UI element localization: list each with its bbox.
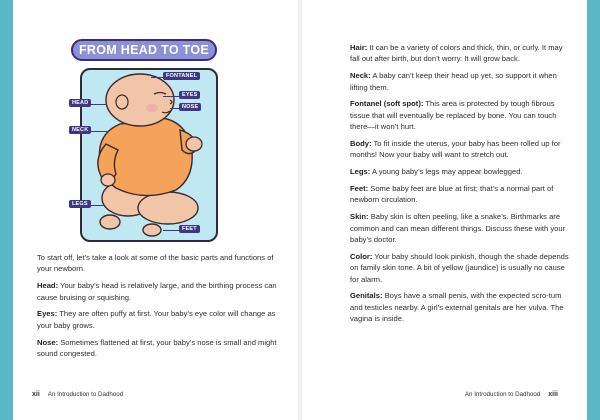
entry-eyes: Eyes: They are often puffy at first. Your baby’s eye color will change as your baby grows. xyxy=(37,309,276,330)
neck-leader xyxy=(89,131,109,132)
entry-legs: Legs: A young baby’s legs may appear bowlegged. xyxy=(350,167,523,177)
baby-cheek xyxy=(146,104,158,112)
baby-ear xyxy=(116,95,128,109)
entry-feet: Feet: Some baby feet are blue at first; that’s a normal part of newborn circulation. xyxy=(350,184,554,205)
label-feet: FEET xyxy=(179,225,200,233)
entry-color: Color: Your baby should look pinkish, though the shade depends on family skin tone. A bit of yellow (jaundice) is usually no cause for alarm. xyxy=(350,251,569,284)
baby-foot-left xyxy=(100,215,120,229)
nose-leader xyxy=(170,108,179,109)
entry-hair: Hair: It can be a variety of colors and thick, thin, or curly. It may fall out after birth, but don’t worry. It will grow back. xyxy=(350,43,563,64)
head-leader xyxy=(89,104,107,105)
label-fontanel: FONTANEL xyxy=(163,72,200,80)
label-nose: NOSE xyxy=(179,103,201,111)
entry-genitals: Genitals: Boys have a small penis, with the expected scro-tum and testicles nearby. A girl’s external genitals are her vulva. The vagina is inside. xyxy=(350,291,564,324)
intro-paragraph: To start off, let’s take a look at some of the basic parts and functions of your newborn. xyxy=(37,253,274,274)
entry-nose: Nose: Sometimes flattened at first, your baby’s nose is small and might sound congested. xyxy=(37,337,277,359)
running-head-right: An Introduction to Dadhood xyxy=(464,391,541,398)
left-body-text xyxy=(37,252,277,365)
running-head-left: An Introduction to Dadhood xyxy=(47,391,124,398)
page-edge-left xyxy=(0,0,13,420)
label-eyes: EYES xyxy=(179,91,200,99)
right-page xyxy=(302,0,587,420)
page-edge-right xyxy=(587,0,600,420)
eyes-leader xyxy=(163,96,179,97)
label-legs: LEGS xyxy=(69,200,91,208)
entry-head: Head: Your baby’s head is relatively large, and the birthing process can cause bruising or squishing. xyxy=(37,281,277,302)
page-number-left: xii xyxy=(32,391,40,398)
baby-leg-right xyxy=(138,192,198,224)
page-number-right: xiii xyxy=(548,391,558,398)
baby-foot-right xyxy=(143,224,161,236)
entry-body: Body: To fit inside the uterus, your baby has been rolled up for months! Now your baby will want to stretch out. xyxy=(350,139,561,160)
figure-title: FROM HEAD TO TOE xyxy=(71,39,217,61)
entry-fontanel: Fontanel (soft spot): This area is protected by tough fibrous tissue that will eventually be replaced by bone. You can touch there—it won’t hurt. xyxy=(350,99,557,132)
label-neck: NECK xyxy=(69,126,91,134)
label-head: HEAD xyxy=(69,99,91,107)
feet-leader xyxy=(163,230,179,231)
entry-neck: Neck: A baby can’t keep their head up yet, so support it when lifting them. xyxy=(350,71,557,92)
left-page xyxy=(13,0,298,420)
folio-right xyxy=(465,391,558,398)
legs-leader xyxy=(88,205,104,206)
baby-hand-left xyxy=(101,174,115,186)
right-body-text xyxy=(350,42,572,330)
folio-left xyxy=(32,391,123,398)
entry-skin: Skin: Baby skin is often peeling, like a snake’s. Birthmarks are common and can mean different things. Discuss these with your baby’s doctor. xyxy=(350,212,566,245)
baby-hand-right xyxy=(186,137,202,151)
